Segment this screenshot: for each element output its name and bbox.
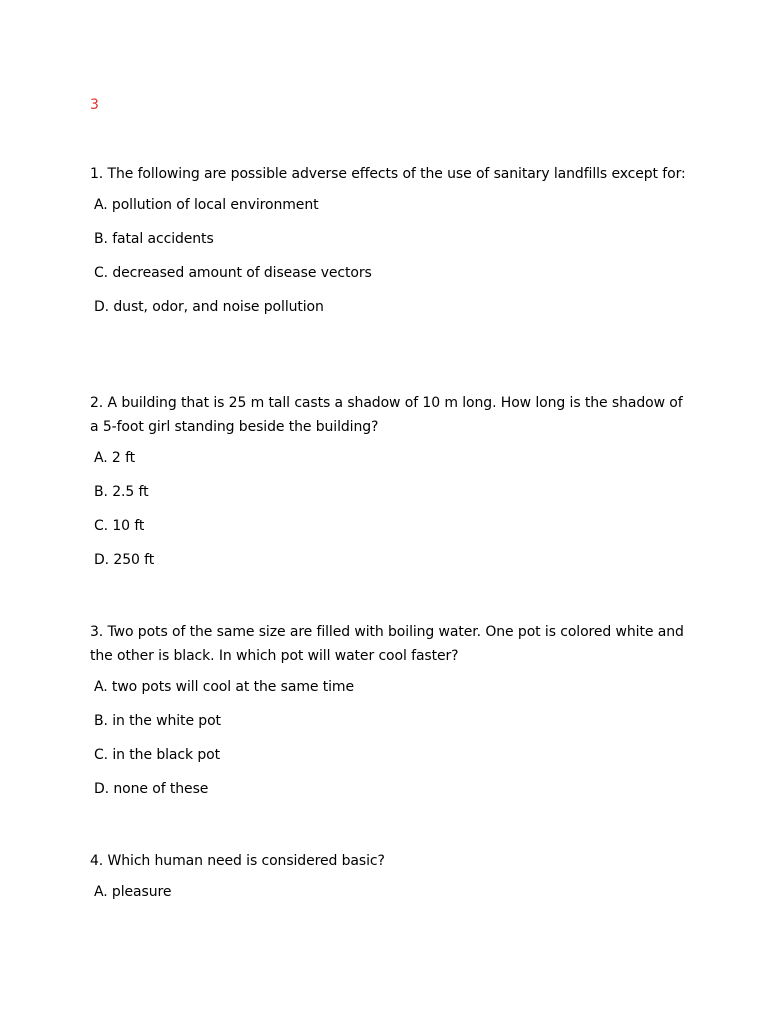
choice-list <box>90 449 690 585</box>
choice-c: C. 10 ft <box>94 518 145 534</box>
choice-d: D. dust, odor, and noise pollution <box>94 299 324 315</box>
choice-c: C. in the black pot <box>94 747 220 763</box>
choice-c: C. decreased amount of disease vectors <box>94 265 372 281</box>
choice-a: A. pollution of local environment <box>94 197 319 213</box>
question-text: 1. The following are possible adverse effects of the use of sanitary landfills except for: <box>90 166 686 182</box>
choice-a: A. 2 ft <box>94 450 136 466</box>
choice-b: B. fatal accidents <box>94 231 214 247</box>
question-2 <box>90 391 690 585</box>
question-4 <box>90 849 690 917</box>
choice-a: A. pleasure <box>94 884 172 900</box>
choice-a: A. two pots will cool at the same time <box>94 679 354 695</box>
choice-list <box>90 196 690 332</box>
question-1 <box>90 162 690 332</box>
choice-d: D. none of these <box>94 781 209 797</box>
choice-b: B. 2.5 ft <box>94 484 149 500</box>
question-text: 2. A building that is 25 m tall casts a shadow of 10 m long. How long is the shadow of a 5-foot girl standing beside the building? <box>90 395 683 435</box>
page-number: 3 <box>90 97 99 113</box>
question-text: 3. Two pots of the same size are filled with boiling water. One pot is colored white and the other is black. In which pot will water cool faster? <box>90 624 684 664</box>
question-text: 4. Which human need is considered basic? <box>90 853 385 869</box>
choice-d: D. 250 ft <box>94 552 155 568</box>
choice-list <box>90 883 690 917</box>
choice-list <box>90 678 690 814</box>
choice-b: B. in the white pot <box>94 713 221 729</box>
question-3 <box>90 620 690 814</box>
